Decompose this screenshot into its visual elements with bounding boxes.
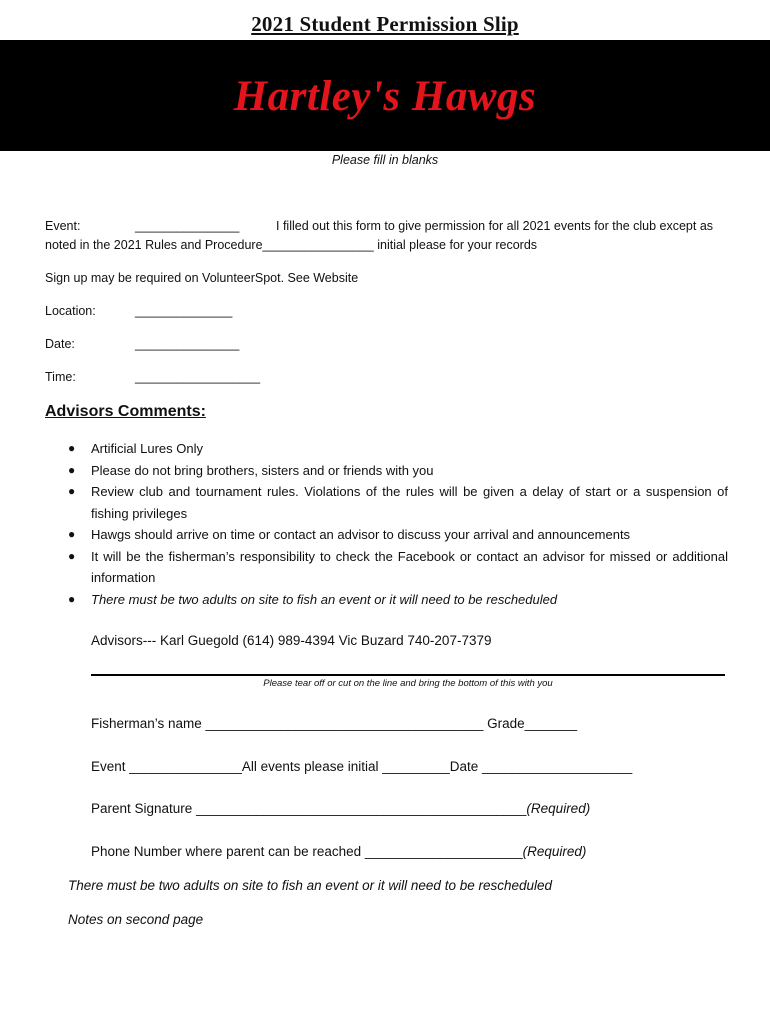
- signup-note: Sign up may be required on VolunteerSpot. See Website: [45, 271, 359, 285]
- tear-line: [91, 674, 725, 676]
- second-page-note: Notes on second page: [68, 912, 204, 927]
- advisors-heading: Advisors Comments:: [45, 403, 206, 420]
- tear-instructions: Please tear off or cut on the line and bring the bottom of this with you: [263, 678, 553, 689]
- adult-requirement-note: There must be two adults on site to fish an event or it will need to be rescheduled: [68, 878, 553, 893]
- bullet-icon: ●: [68, 527, 76, 541]
- parent-phone-line[interactable]: Phone Number where parent can be reached _____________________: [91, 844, 523, 859]
- required-label: (Required): [522, 844, 587, 859]
- date-blank[interactable]: _______________: [135, 337, 240, 351]
- required-label: (Required): [526, 801, 591, 816]
- event-initial-date-field[interactable]: Event _______________All events please initial _________Date ____________________: [91, 759, 633, 774]
- event-label: Event:: [45, 219, 81, 233]
- bullet-icon: ●: [68, 441, 76, 455]
- permission-text-line1: I filled out this form to give permission for all 2021 events for the club except as: [276, 219, 714, 233]
- parent-signature-line[interactable]: Parent Signature ____________________________________________: [91, 801, 527, 816]
- time-blank[interactable]: __________________: [135, 370, 261, 384]
- fill-instructions: Please fill in blanks: [331, 153, 439, 167]
- bullet-icon: ●: [68, 548, 76, 563]
- parent-signature-field[interactable]: [91, 801, 590, 816]
- page-title: 2021 Student Permission Slip: [251, 12, 519, 36]
- bullet-icon: ●: [68, 591, 76, 606]
- list-item: ● It will be the fisherman’s responsibility to check the Facebook or contact an advisor for missed or additional information: [68, 546, 728, 589]
- advisor-comments-list: [68, 438, 728, 610]
- list-item: ● Review club and tournament rules. Violations of the rules will be given a delay of start or a suspension of fishing privileges: [68, 481, 728, 524]
- parent-phone-field[interactable]: [91, 844, 586, 859]
- event-blank[interactable]: _______________: [135, 219, 240, 233]
- bullet-icon: ●: [68, 462, 76, 477]
- list-item: ● Please do not bring brothers, sisters and or friends with you: [68, 460, 728, 482]
- time-label: Time:: [45, 370, 76, 384]
- fisherman-name-field[interactable]: Fisherman’s name _____________________________________ Grade_______: [91, 716, 578, 731]
- advisor-contacts: Advisors--- Karl Guegold (614) 989-4394 Vic Buzard 740-207-7379: [91, 633, 492, 648]
- date-label: Date:: [45, 337, 75, 351]
- permission-text-line2: noted in the 2021 Rules and Procedure________________ initial please for your records: [45, 238, 538, 252]
- list-item: ● Hawgs should arrive on time or contact an advisor to discuss your arrival and announcements: [68, 524, 728, 546]
- list-item: ● There must be two adults on site to fish an event or it will need to be rescheduled: [68, 589, 728, 611]
- location-blank[interactable]: ______________: [135, 304, 233, 318]
- location-label: Location:: [45, 304, 96, 318]
- list-item: ● Artificial Lures Only: [68, 438, 728, 460]
- bullet-icon: ●: [68, 484, 76, 498]
- club-name-banner: Hartley's Hawgs: [233, 73, 537, 120]
